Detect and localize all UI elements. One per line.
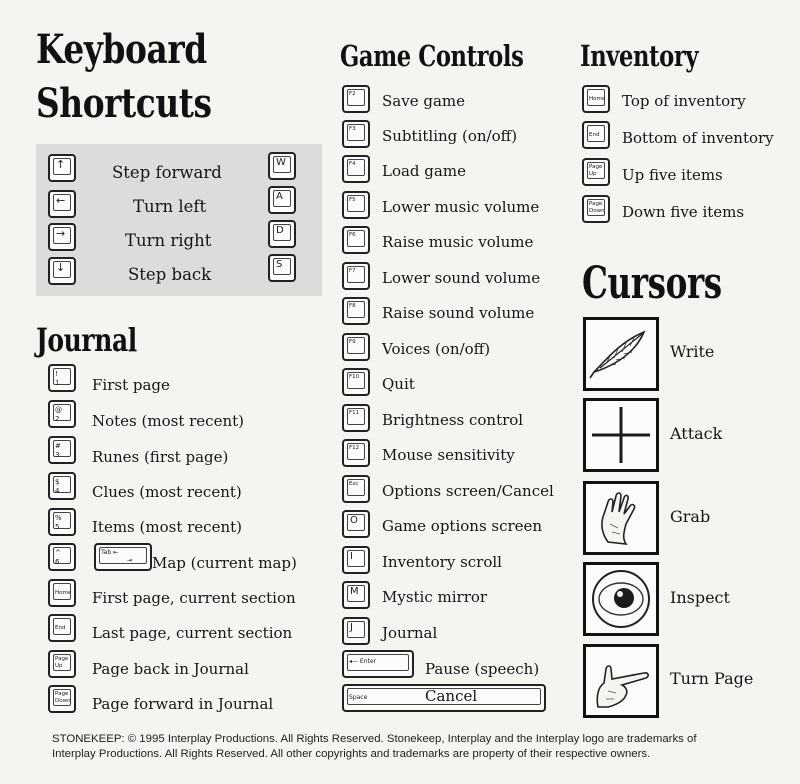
copyright-line-2: Interplay Productions. All Rights Reserved. All other copyrights and trademarks are property of their respective owners. [52, 748, 651, 760]
lower-music-label: Lower music volume [382, 198, 540, 216]
copyright-footer [52, 732, 762, 762]
space-key: Space [342, 684, 546, 712]
raise-sound-label: Raise sound volume [382, 304, 535, 322]
f6-key: F6 [342, 226, 370, 254]
bottom-of-inventory-label: Bottom of inventory [622, 129, 774, 147]
top-of-inventory-label: Top of inventory [622, 92, 746, 110]
f5-key: F5 [342, 191, 370, 219]
inventory-scroll-label: Inventory scroll [382, 553, 502, 571]
d-key: D [268, 220, 296, 248]
journal-first-section-label: First page, current section [92, 589, 296, 607]
journal-runes-label: Runes (first page) [92, 448, 229, 466]
mouse-sensitivity-label: Mouse sensitivity [382, 446, 515, 464]
inventory-home-key: Home [582, 85, 610, 113]
step-back-label: Step back [128, 265, 212, 284]
journal-items-label: Items (most recent) [92, 518, 242, 536]
journal-page-up-key: Page Up [48, 650, 76, 678]
lower-sound-label: Lower sound volume [382, 269, 541, 287]
write-cursor-box [583, 317, 659, 391]
journal-key-3: # 3 [48, 436, 76, 464]
inventory-page-down-key: Page Down [582, 195, 610, 223]
inventory-page-up-key: Page Up [582, 158, 610, 186]
game-controls-title: Game Controls [340, 39, 524, 73]
journal-last-section-label: Last page, current section [92, 624, 293, 642]
inspect-label: Inspect [670, 588, 730, 607]
journal-key-4: $ 4 [48, 472, 76, 500]
inventory-end-key: End [582, 121, 610, 149]
grab-cursor-box [583, 481, 659, 555]
s-key: S [268, 254, 296, 282]
eye-icon [586, 565, 656, 633]
journal-map-label: Map (current map) [152, 554, 297, 572]
mystic-mirror-label: Mystic mirror [382, 588, 488, 606]
attack-cursor-box [583, 398, 659, 472]
a-key: A [268, 186, 296, 214]
f11-key: F11 [342, 404, 370, 432]
grab-label: Grab [670, 507, 711, 526]
journal-end-key: End [48, 614, 76, 642]
down-five-items-label: Down five items [622, 203, 745, 221]
step-forward-label: Step forward [112, 163, 222, 182]
f3-key: F3 [342, 120, 370, 148]
w-key: W [268, 152, 296, 180]
i-key: I [342, 546, 370, 574]
journal-first-page-label: First page [92, 376, 170, 394]
journal-key-1: ! 1 [48, 364, 76, 392]
up-arrow-key: ↑ [48, 154, 76, 182]
journal-page-back-label: Page back in Journal [92, 660, 249, 678]
turn-right-label: Turn right [125, 231, 212, 250]
journal-control-label: Journal [382, 624, 438, 642]
subtitling-label: Subtitling (on/off) [382, 127, 518, 145]
pointing-hand-icon [586, 647, 656, 715]
esc-key: Esc [342, 475, 370, 503]
journal-clues-label: Clues (most recent) [92, 483, 242, 501]
cursors-title: Cursors [582, 258, 722, 309]
options-screen-label: Options screen/Cancel [382, 482, 554, 500]
turn-page-cursor-box [583, 644, 659, 718]
o-key: O [342, 510, 370, 538]
journal-notes-label: Notes (most recent) [92, 412, 244, 430]
keyboard-title-line2: Shortcuts [36, 80, 212, 127]
right-arrow-key: → [48, 223, 76, 251]
up-five-items-label: Up five items [622, 166, 723, 184]
f10-key: F10 [342, 368, 370, 396]
cancel-label: Cancel [425, 687, 478, 705]
f9-key: F9 [342, 333, 370, 361]
f8-key: F8 [342, 297, 370, 325]
journal-title: Journal [36, 321, 137, 359]
f4-key: F4 [342, 155, 370, 183]
f2-key: F2 [342, 85, 370, 113]
journal-page-down-key: Page Down [48, 685, 76, 713]
journal-page-forward-label: Page forward in Journal [92, 695, 274, 713]
grab-hand-icon [586, 484, 656, 552]
pause-speech-label: Pause (speech) [425, 660, 540, 678]
inspect-cursor-box [583, 562, 659, 636]
f7-key: F7 [342, 262, 370, 290]
load-game-label: Load game [382, 162, 466, 180]
turn-page-label: Turn Page [670, 669, 754, 688]
journal-home-key: Home [48, 579, 76, 607]
raise-music-label: Raise music volume [382, 233, 534, 251]
brightness-label: Brightness control [382, 411, 524, 429]
copyright-line-1: STONEKEEP: © 1995 Interplay Productions. All Rights Reserved. Stonekeep, Interplay and the Interplay logo are trademarks of [52, 733, 697, 745]
m-key: M [342, 581, 370, 609]
journal-key-5: % 5 [48, 508, 76, 536]
attack-label: Attack [670, 424, 723, 443]
save-game-label: Save game [382, 92, 465, 110]
j-key: J [342, 617, 370, 645]
left-arrow-key: ← [48, 190, 76, 218]
journal-key-2: @ 2 [48, 400, 76, 428]
feather-icon [586, 320, 656, 388]
down-arrow-key: ↓ [48, 257, 76, 285]
cross-icon [586, 401, 656, 469]
journal-key-6: ^ 6 [48, 543, 76, 571]
voices-label: Voices (on/off) [382, 340, 491, 358]
keyboard-title-line1: Keyboard [36, 26, 207, 73]
enter-key: ◂— Enter [342, 650, 414, 678]
f12-key: F12 [342, 439, 370, 467]
write-label: Write [670, 342, 715, 361]
quit-label: Quit [382, 375, 415, 393]
turn-left-label: Turn left [133, 197, 207, 216]
game-options-label: Game options screen [382, 517, 543, 535]
tab-key: Tab ⇤ ⇥ [94, 543, 152, 571]
inventory-title: Inventory [580, 39, 699, 73]
